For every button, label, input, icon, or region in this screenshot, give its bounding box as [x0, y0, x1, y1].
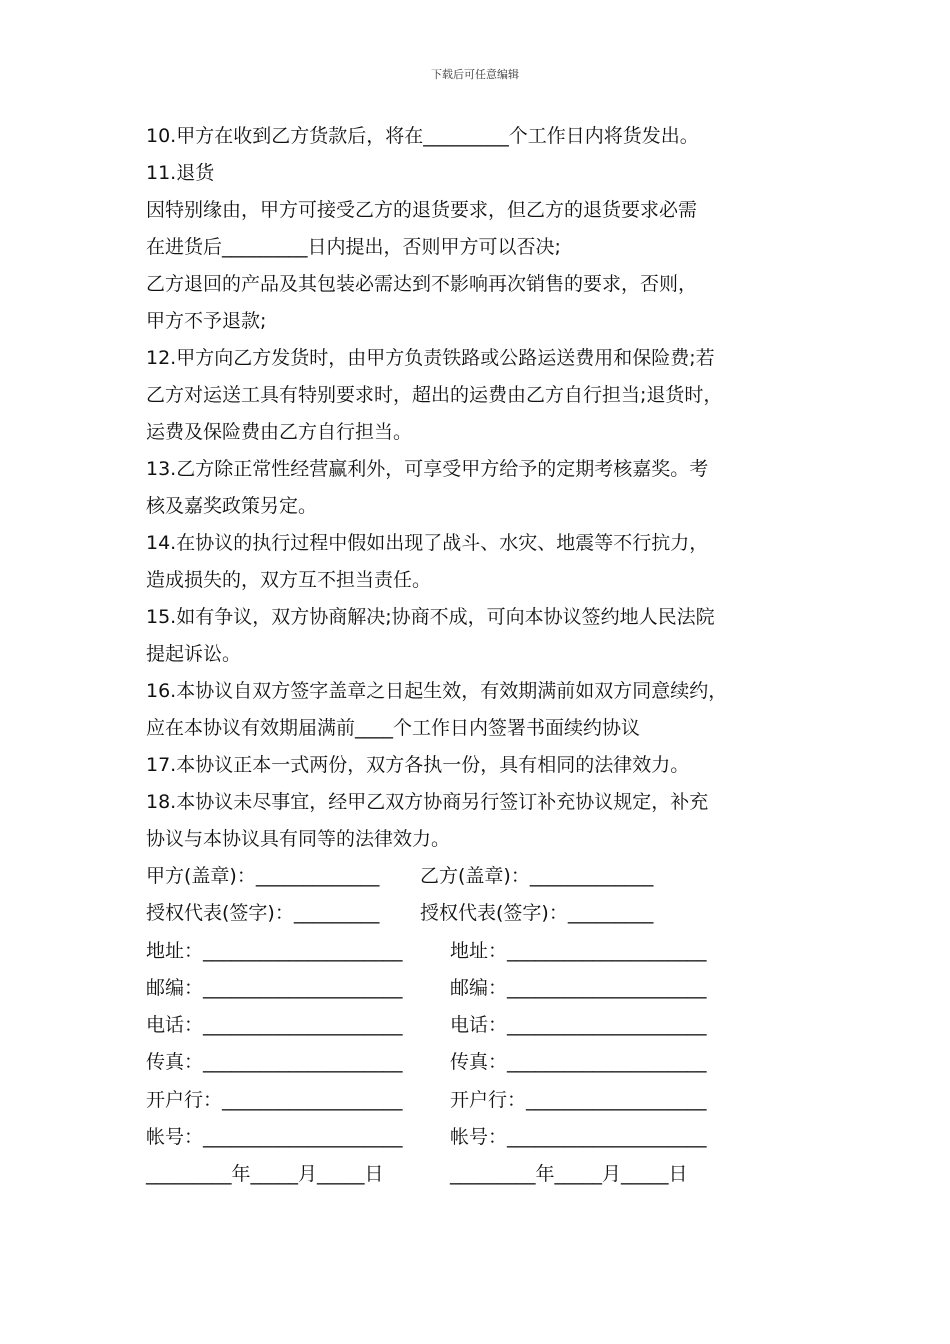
page-header-note: 下载后可任意编辑: [431, 68, 519, 81]
party-a-fax-field: 传真：_____________________: [146, 1051, 403, 1074]
clause-line: 在进货后_________日内提出，否则甲方可以否决;: [146, 236, 561, 258]
signature-row-seal: [146, 858, 826, 895]
clause-line: 17.本协议正本一式两份，双方各执一份，具有相同的法律效力。: [146, 754, 690, 776]
party-b-postcode-field: 邮编：_____________________: [450, 976, 707, 999]
signature-row-representative: [146, 895, 826, 932]
signature-row-account: [146, 1119, 826, 1156]
party-b-representative-field: 授权代表(签字)：_________: [420, 902, 654, 925]
party-b-fax-field: 传真：_____________________: [450, 1051, 707, 1074]
agreement-body: [146, 118, 826, 1194]
signature-row-date: [146, 1156, 826, 1193]
clause-line: 12.甲方向乙方发货时，由甲方负责铁路或公路运送费用和保险费;若: [146, 347, 715, 369]
clause-line: 核及嘉奖政策另定。: [146, 495, 318, 517]
clause-line: 10.甲方在收到乙方货款后，将在_________个工作日内将货发出。: [146, 125, 699, 147]
clause-line: 因特别缘由，甲方可接受乙方的退货要求，但乙方的退货要求必需: [146, 199, 698, 221]
party-b-date-field: _________年_____月_____日: [450, 1163, 688, 1186]
party-a-address-field: 地址：_____________________: [146, 939, 403, 962]
signature-row-postcode: [146, 970, 826, 1007]
clause-line: 造成损失的，双方互不担当责任。: [146, 569, 432, 591]
clause-line: 协议与本协议具有同等的法律效力。: [146, 828, 451, 850]
clause-line: 13.乙方除正常性经营赢利外，可享受甲方给予的定期考核嘉奖。考: [146, 458, 709, 480]
signature-row-fax: [146, 1044, 826, 1081]
party-a-representative-field: 授权代表(签字)：_________: [146, 902, 380, 925]
clause-line: 11.退货: [146, 162, 215, 184]
clause-line: 提起诉讼。: [146, 643, 242, 665]
clause-line: 16.本协议自双方签字盖章之日起生效，有效期满前如双方同意续约，: [146, 680, 728, 702]
signature-row-phone: [146, 1007, 826, 1044]
clause-line: 乙方对运送工具有特别要求时，超出的运费由乙方自行担当;退货时，: [146, 384, 723, 406]
clause-line: 14.在协议的执行过程中假如出现了战斗、水灾、地震等不行抗力，: [146, 532, 709, 554]
clause-line: 运费及保险费由乙方自行担当。: [146, 421, 413, 443]
signature-row-bank: [146, 1082, 826, 1119]
party-b-account-field: 帐号：_____________________: [450, 1126, 707, 1149]
party-a-seal-field: 甲方(盖章)：_____________: [146, 865, 380, 887]
party-a-postcode-field: 邮编：_____________________: [146, 976, 403, 999]
party-a-account-field: 帐号：_____________________: [146, 1126, 403, 1149]
signature-row-address: [146, 933, 826, 970]
party-b-address-field: 地址：_____________________: [450, 939, 707, 962]
party-b-bank-field: 开户行：___________________: [450, 1088, 707, 1111]
clause-line: 甲方不予退款;: [146, 310, 267, 332]
signature-block: [146, 858, 826, 1194]
party-b-seal-field: 乙方(盖章)：_____________: [420, 865, 654, 887]
clause-line: 18.本协议未尽事宜，经甲乙双方协商另行签订补充协议规定，补充: [146, 791, 709, 813]
party-a-bank-field: 开户行：___________________: [146, 1088, 403, 1111]
clause-line: 乙方退回的产品及其包装必需达到不影响再次销售的要求，否则，: [146, 273, 698, 295]
clause-line: 15.如有争议，双方协商解决;协商不成，可向本协议签约地人民法院: [146, 606, 715, 628]
clause-line: 应在本协议有效期届满前____个工作日内签署书面续约协议: [146, 717, 641, 739]
party-b-phone-field: 电话：_____________________: [450, 1014, 707, 1037]
party-a-date-field: _________年_____月_____日: [146, 1163, 384, 1186]
party-a-phone-field: 电话：_____________________: [146, 1014, 403, 1037]
